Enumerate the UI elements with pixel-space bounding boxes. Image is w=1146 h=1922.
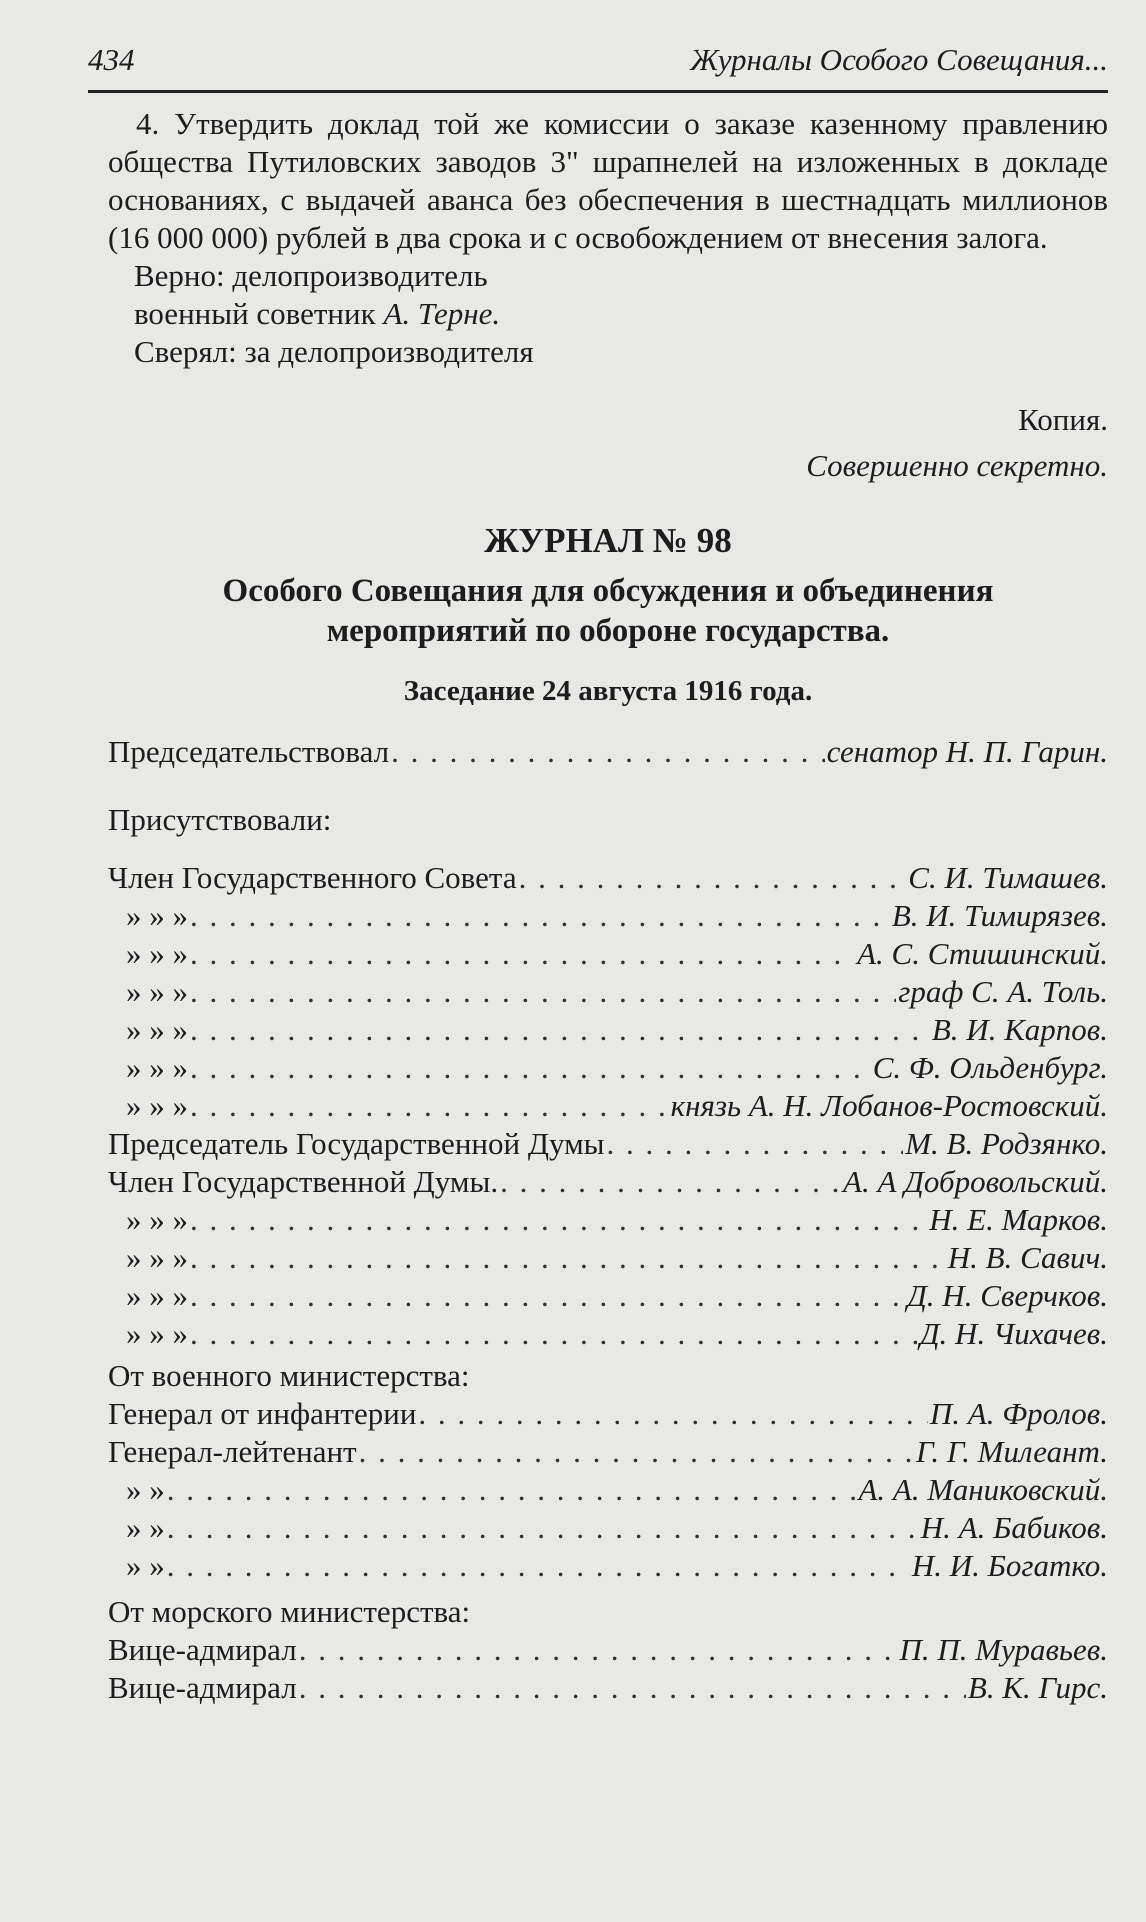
- chair-row: [108, 733, 1108, 771]
- attendee-row: » » » . . . А. С. Стишинский.: [108, 935, 1108, 973]
- page-body: [108, 105, 1108, 1707]
- war-ministry-row: Генерал-лейтенант . . . Г. Г. Милеант.: [108, 1433, 1108, 1471]
- journal-subtitle-line-1: Особого Совещания для обсуждения и объединения: [222, 573, 994, 609]
- attendee-row: » » » . . . В. И. Карпов.: [108, 1011, 1108, 1049]
- copy-mark: Копия.: [1018, 402, 1108, 437]
- navy-ministry-heading: От морского министерства:: [108, 1594, 471, 1629]
- war-ministry-row: » » . . . Н. А. Бабиков.: [108, 1509, 1108, 1547]
- navy-ministry-row: Вице-адмирал . . . П. П. Муравьев.: [108, 1631, 1108, 1669]
- war-ministry-row: Генерал от инфантерии . . . П. А. Фролов.: [108, 1395, 1108, 1433]
- page-number: 434: [88, 42, 135, 77]
- signatory-name: А. Терне.: [383, 296, 501, 331]
- attendee-row: » » » . . . Н. Е. Марков.: [108, 1201, 1108, 1239]
- attendee-row: » » » . . . Д. Н. Сверчков.: [108, 1277, 1108, 1315]
- journal-title: ЖУРНАЛ № 98: [484, 521, 732, 560]
- attendee-row: Председатель Государственной Думы . . . М. В. Родзянко.: [108, 1125, 1108, 1163]
- session-date: Заседание 24 августа 1916 года.: [403, 675, 813, 707]
- attendee-row: » » » . . . князь А. Н. Лобанов-Ростовский.: [108, 1087, 1108, 1125]
- attendee-row: » » » . . . граф С. А. Толь.: [108, 973, 1108, 1011]
- war-ministry-list: [108, 1395, 1108, 1585]
- attendee-row: Член Государственной Думы. . . . А. А Добровольский.: [108, 1163, 1108, 1201]
- navy-ministry-row: Вице-адмирал . . . В. К. Гирс.: [108, 1669, 1108, 1707]
- navy-ministry-list: [108, 1631, 1108, 1707]
- item-4-line-2: общества Путиловских заводов 3" шрапнелей на изложенных в докладе: [108, 144, 1108, 179]
- attendee-row: » » » . . . В. И. Тимирязев.: [108, 897, 1108, 935]
- secret-mark: Совершенно секретно.: [806, 448, 1108, 483]
- attendee-list: [108, 859, 1108, 1353]
- item-4-paragraph: [108, 105, 1108, 257]
- item-4-line-3: основаниях, с выдачей аванса без обеспечения в шестнадцать миллионов: [108, 182, 1108, 217]
- journal-subtitle-line-2: мероприятий по обороне государства.: [326, 613, 890, 649]
- chair-label: Председательствовал: [108, 734, 390, 769]
- signature-line-1: Верно: делопроизводитель: [134, 258, 488, 293]
- signature-block: [134, 257, 1108, 371]
- page-header: [88, 40, 1108, 93]
- attendee-row: Член Государственного Совета . . . С. И. Тимашев.: [108, 859, 1108, 897]
- attendee-row: » » » . . . С. Ф. Ольденбург.: [108, 1049, 1108, 1087]
- present-heading: Присутствовали:: [108, 802, 332, 837]
- item-4-line-4: (16 000 000) рублей в два срока и с освобождением от внесения залога.: [108, 220, 1048, 255]
- journal-title-block: [108, 519, 1108, 709]
- signature-line-2: военный советник А. Терне.: [134, 296, 501, 331]
- war-ministry-row: » » . . . А. А. Маниковский.: [108, 1471, 1108, 1509]
- attendee-row: » » » . . . Н. В. Савич.: [108, 1239, 1108, 1277]
- running-title: Журналы Особого Совещания...: [690, 42, 1108, 77]
- chair-name: сенатор Н. П. Гарин.: [826, 734, 1108, 769]
- signature-line-3: Сверял: за делопроизводителя: [134, 334, 534, 369]
- attendee-row: » » » . . . Д. Н. Чихачев.: [108, 1315, 1108, 1353]
- war-ministry-heading: От военного министерства:: [108, 1358, 470, 1393]
- item-4-line-1: 4. Утвердить доклад той же комиссии о заказе казенному правлению: [136, 106, 1108, 141]
- war-ministry-row: » » . . . Н. И. Богатко.: [108, 1547, 1108, 1585]
